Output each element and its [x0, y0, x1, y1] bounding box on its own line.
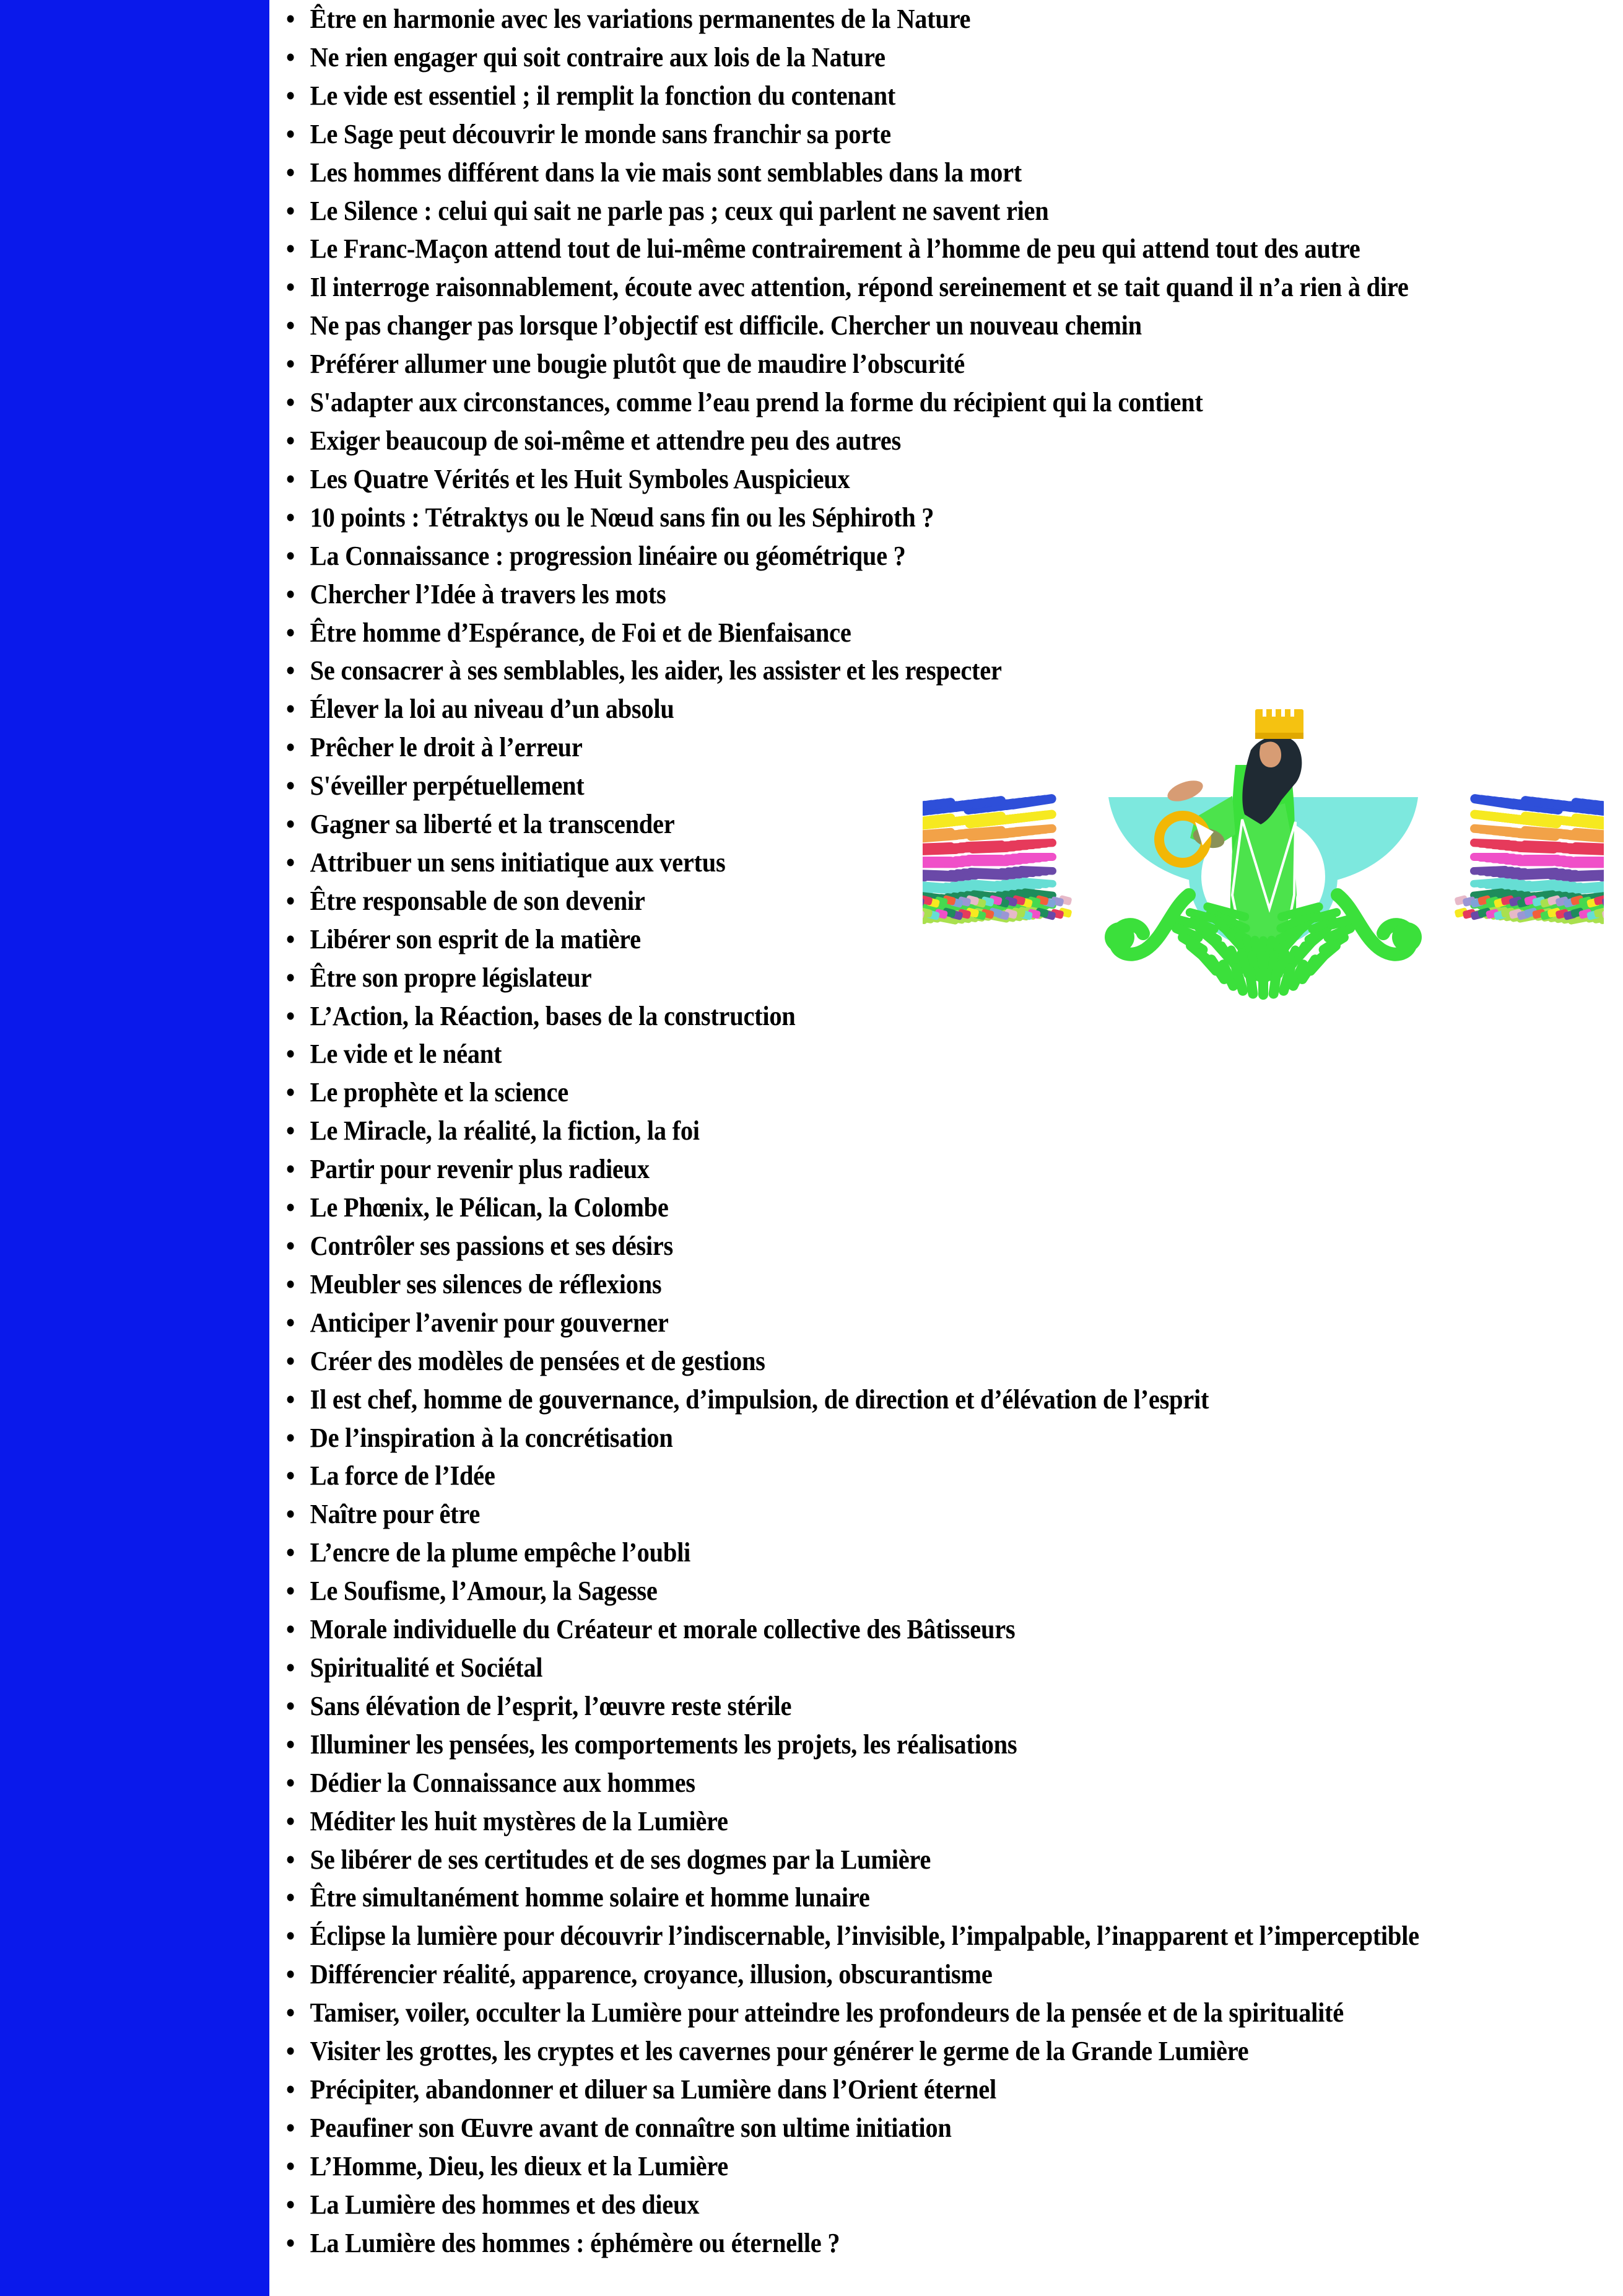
bullet-icon: • — [286, 694, 295, 725]
bullet-icon: • — [286, 1307, 295, 1338]
principle-text: Contrôler ses passions et ses désirs — [310, 1231, 674, 1261]
principle-text: Être son propre législateur — [310, 962, 592, 993]
principle-item — [286, 1304, 1502, 1342]
principle-item — [286, 2071, 1502, 2109]
principle-text: De l’inspiration à la concrétisation — [310, 1422, 673, 1453]
bullet-icon: • — [286, 1384, 295, 1415]
bullet-icon: • — [286, 1921, 295, 1952]
faravahar-left-streamer-ball — [1105, 922, 1134, 952]
principle-item — [286, 1419, 1502, 1457]
bullet-icon: • — [286, 923, 295, 954]
left-blue-band — [0, 0, 269, 2296]
principle-text: S'adapter aux circonstances, comme l’eau prend la forme du récipient qui la contient — [310, 387, 1203, 418]
faravahar-crown — [1255, 709, 1303, 736]
bullet-icon: • — [286, 732, 295, 763]
principle-item — [286, 652, 1502, 690]
bullet-icon: • — [286, 1000, 295, 1031]
principle-item — [286, 2224, 1502, 2263]
principle-item — [286, 1726, 1502, 1764]
principle-item — [286, 1227, 1502, 1265]
bullet-icon: • — [286, 1882, 295, 1913]
principle-item — [286, 1994, 1502, 2032]
principle-text: Exiger beaucoup de soi-même et attendre peu des autres — [310, 425, 901, 456]
principle-text: Le Franc-Maçon attend tout de lui-même contrairement à l’homme de peu qui attend tout des autre — [310, 234, 1360, 264]
principle-item — [286, 383, 1502, 422]
principle-item — [286, 1879, 1502, 1917]
bullet-icon: • — [286, 234, 295, 264]
principle-item — [286, 345, 1502, 383]
bullet-icon: • — [286, 157, 295, 188]
principle-item — [286, 1457, 1502, 1495]
principle-item — [286, 422, 1502, 460]
principle-text: Créer des modèles de pensées et de gestions — [310, 1345, 765, 1376]
principle-text: Les hommes différent dans la vie mais sont semblables dans la mort — [310, 157, 1022, 188]
bullet-icon: • — [286, 1767, 295, 1798]
principle-item — [286, 192, 1502, 230]
principle-item — [286, 38, 1502, 77]
principle-item — [286, 307, 1502, 345]
faravahar-illustration — [923, 691, 1604, 1037]
bullet-icon: • — [286, 195, 295, 226]
principle-item — [286, 1189, 1502, 1227]
principle-text: Illuminer les pensées, les comportements les projets, les réalisations — [310, 1729, 1017, 1760]
principle-text: Précipiter, abandonner et diluer sa Lumière dans l’Orient éternel — [310, 2074, 996, 2105]
principle-text: Tamiser, voiler, occulter la Lumière pour atteindre les profondeurs de la pensée et de la spiritualité — [310, 1997, 1344, 2028]
principle-text: Partir pour revenir plus radieux — [310, 1154, 650, 1185]
bullet-icon: • — [286, 1959, 295, 1990]
faravahar-crown-band — [1255, 733, 1303, 739]
bullet-icon: • — [286, 962, 295, 993]
faravahar-right-wing — [1454, 793, 1604, 927]
principle-item — [286, 1073, 1502, 1112]
bullet-icon: • — [286, 310, 295, 341]
principle-text: Méditer les huit mystères de la Lumière — [310, 1805, 728, 1836]
principle-text: Il interroge raisonnablement, écoute avec attention, répond sereinement et se tait quand il n’a rien à dire — [310, 272, 1409, 303]
principle-text: Préférer allumer une bougie plutôt que de maudire l’obscurité — [310, 349, 965, 380]
principle-item — [286, 1764, 1502, 1802]
principle-item — [286, 460, 1502, 499]
principle-item — [286, 1841, 1502, 1879]
principle-item — [286, 1112, 1502, 1150]
bullet-icon: • — [286, 41, 295, 72]
principle-item — [286, 1649, 1502, 1687]
bullet-icon: • — [286, 463, 295, 494]
faravahar-svg — [923, 691, 1604, 1037]
principle-text: Le Silence : celui qui sait ne parle pas ; ceux qui parlent ne savent rien — [310, 195, 1049, 226]
principle-item — [286, 1495, 1502, 1534]
principle-item — [286, 154, 1502, 192]
bullet-icon: • — [286, 1805, 295, 1836]
bullet-icon: • — [286, 1844, 295, 1875]
bullet-icon: • — [286, 1039, 295, 1070]
bullet-icon: • — [286, 578, 295, 609]
principle-text: Le vide est essentiel ; il remplit la fonction du contenant — [310, 80, 896, 111]
principle-item — [286, 499, 1502, 537]
bullet-icon: • — [286, 1077, 295, 1108]
principle-text: Être homme d’Espérance, de Foi et de Bienfaisance — [310, 617, 851, 648]
faravahar-face — [1260, 741, 1281, 767]
bullet-icon: • — [286, 1154, 295, 1185]
bullet-icon: • — [286, 1614, 295, 1645]
principle-item — [286, 1572, 1502, 1610]
bullet-icon: • — [286, 2189, 295, 2220]
bullet-icon: • — [286, 2227, 295, 2258]
principle-text: Il est chef, homme de gouvernance, d’impulsion, de direction et d’élévation de l’esprit — [310, 1384, 1209, 1415]
principle-text: Être responsable de son devenir — [310, 885, 645, 916]
bullet-icon: • — [286, 1729, 295, 1760]
principle-text: L’encre de la plume empêche l’oubli — [310, 1537, 691, 1568]
principle-text: Éclipse la lumière pour découvrir l’indiscernable, l’invisible, l’impalpable, l’inapparent et l’imperceptible — [310, 1921, 1419, 1952]
bullet-icon: • — [286, 1499, 295, 1530]
bullet-icon: • — [286, 1231, 295, 1261]
bullet-icon: • — [286, 1537, 295, 1568]
principle-text: Morale individuelle du Créateur et morale collective des Bâtisseurs — [310, 1614, 1016, 1645]
bullet-icon: • — [286, 387, 295, 418]
principle-text: L’Action, la Réaction, bases de la construction — [310, 1000, 796, 1031]
principle-text: Dédier la Connaissance aux hommes — [310, 1767, 695, 1798]
bullet-icon: • — [286, 502, 295, 533]
principle-item — [286, 614, 1502, 652]
principle-text: Être en harmonie avec les variations permanentes de la Nature — [310, 4, 971, 34]
principle-text: Les Quatre Vérités et les Huit Symboles Auspicieux — [310, 463, 850, 494]
principle-item — [286, 0, 1502, 38]
principle-item — [286, 2109, 1502, 2147]
principle-item — [286, 537, 1502, 575]
bullet-icon: • — [286, 425, 295, 456]
principle-text: Élever la loi au niveau d’un absolu — [310, 694, 674, 725]
principle-text: La force de l’Idée — [310, 1460, 495, 1491]
bullet-icon: • — [286, 349, 295, 380]
principle-item — [286, 2147, 1502, 2186]
principle-text: Le Soufisme, l’Amour, la Sagesse — [310, 1576, 658, 1607]
bullet-icon: • — [286, 4, 295, 34]
principle-item — [286, 115, 1502, 154]
principle-text: Sans élévation de l’esprit, l’œuvre reste stérile — [310, 1690, 792, 1721]
principle-item — [286, 1917, 1502, 1955]
bullet-icon: • — [286, 1268, 295, 1299]
principle-item — [286, 230, 1502, 268]
principle-text: La Lumière des hommes et des dieux — [310, 2189, 700, 2220]
principle-text: Le prophète et la science — [310, 1077, 568, 1108]
principle-item — [286, 1265, 1502, 1304]
principle-text: Se consacrer à ses semblables, les aider, les assister et les respecter — [310, 655, 1002, 686]
bullet-icon: • — [286, 80, 295, 111]
bullet-icon: • — [286, 1690, 295, 1721]
principle-item — [286, 2032, 1502, 2071]
bullet-icon: • — [286, 1460, 295, 1491]
principle-text: Différencier réalité, apparence, croyance, illusion, obscurantisme — [310, 1959, 993, 1990]
principle-item — [286, 1955, 1502, 1994]
principle-item — [286, 1381, 1502, 1419]
principle-item — [286, 1610, 1502, 1649]
bullet-icon: • — [286, 1997, 295, 2028]
principle-text: S'éveiller perpétuellement — [310, 770, 585, 801]
principle-text: Peaufiner son Œuvre avant de connaître son ultime initiation — [310, 2112, 952, 2143]
bullet-icon: • — [286, 1652, 295, 1683]
bullet-icon: • — [286, 2112, 295, 2143]
principle-text: Anticiper l’avenir pour gouverner — [310, 1307, 669, 1338]
principle-item — [286, 575, 1502, 614]
principle-item — [286, 1534, 1502, 1572]
principle-item — [286, 77, 1502, 115]
principle-text: La Lumière des hommes : éphémère ou éternelle ? — [310, 2227, 840, 2258]
bullet-icon: • — [286, 2074, 295, 2105]
principle-text: Naître pour être — [310, 1499, 481, 1530]
bullet-icon: • — [286, 118, 295, 149]
bullet-icon: • — [286, 809, 295, 840]
bullet-icon: • — [286, 272, 295, 303]
principle-item — [286, 2186, 1502, 2224]
principle-text: 10 points : Tétraktys ou le Nœud sans fin ou les Séphiroth ? — [310, 502, 934, 533]
principle-item — [286, 1035, 1502, 1073]
principle-text: Être simultanément homme solaire et homme lunaire — [310, 1882, 870, 1913]
principle-item — [286, 1687, 1502, 1726]
principle-text: Le vide et le néant — [310, 1039, 502, 1070]
principle-text: Ne rien engager qui soit contraire aux lois de la Nature — [310, 41, 885, 72]
principle-item — [286, 1342, 1502, 1381]
bullet-icon: • — [286, 885, 295, 916]
principle-item — [286, 1802, 1502, 1841]
principle-text: Gagner sa liberté et la transcender — [310, 809, 675, 840]
bullet-icon: • — [286, 617, 295, 648]
bullet-icon: • — [286, 2150, 295, 2181]
bullet-icon: • — [286, 2036, 295, 2067]
principle-item — [286, 268, 1502, 307]
principle-text: Libérer son esprit de la matière — [310, 923, 641, 954]
bullet-icon: • — [286, 1422, 295, 1453]
principle-text: Le Phœnix, le Pélican, la Colombe — [310, 1192, 669, 1223]
bullet-icon: • — [286, 847, 295, 878]
principle-text: Attribuer un sens initiatique aux vertus — [310, 847, 726, 878]
principle-text: Le Miracle, la réalité, la fiction, la foi — [310, 1115, 700, 1146]
principle-text: Le Sage peut découvrir le monde sans franchir sa porte — [310, 118, 891, 149]
principle-text: Prêcher le droit à l’erreur — [310, 732, 583, 763]
principle-text: Se libérer de ses certitudes et de ses dogmes par la Lumière — [310, 1844, 931, 1875]
bullet-icon: • — [286, 1345, 295, 1376]
principle-text: La Connaissance : progression linéaire ou géométrique ? — [310, 540, 906, 571]
faravahar-left-wing — [923, 793, 1073, 927]
bullet-icon: • — [286, 1576, 295, 1607]
bullet-icon: • — [286, 1115, 295, 1146]
bullet-icon: • — [286, 655, 295, 686]
principles-list — [286, 0, 1608, 2262]
principle-text: Spiritualité et Sociétal — [310, 1652, 543, 1683]
bullet-icon: • — [286, 1192, 295, 1223]
bullet-icon: • — [286, 540, 295, 571]
tail-feather — [1258, 966, 1268, 1000]
principle-item — [286, 1150, 1502, 1189]
principle-text: Chercher l’Idée à travers les mots — [310, 578, 666, 609]
principle-text: Ne pas changer pas lorsque l’objectif est difficile. Chercher un nouveau chemin — [310, 310, 1142, 341]
principle-text: Meubler ses silences de réflexions — [310, 1268, 662, 1299]
principle-text: L’Homme, Dieu, les dieux et la Lumière — [310, 2150, 729, 2181]
bullet-icon: • — [286, 770, 295, 801]
faravahar-right-streamer-ball — [1392, 922, 1422, 952]
principle-text: Visiter les grottes, les cryptes et les cavernes pour générer le germe de la Grande Lumière — [310, 2036, 1249, 2067]
